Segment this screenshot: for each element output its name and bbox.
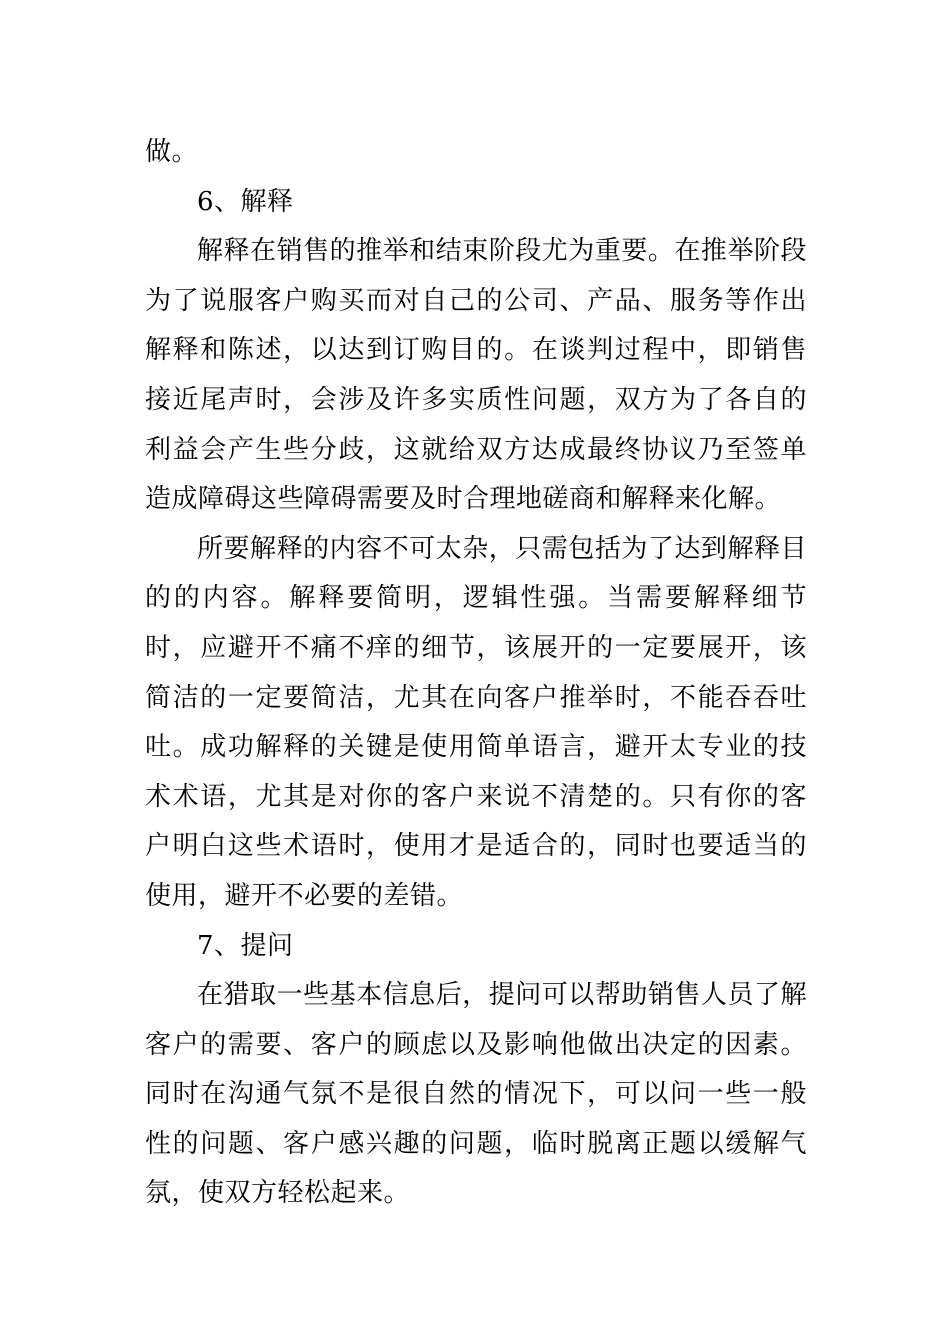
paragraph: 在猎取一些基本信息后，提问可以帮助销售人员了解客户的需要、客户的顾虑以及影响他做出决定的因素。同时在沟通气氛不是很自然的情况下，可以问一些一般性的问题、客户感兴趣的问题，临时脱离正题以缓解气氛，使双方轻松起来。 [145,980,807,1209]
document-body [145,128,807,1219]
paragraph: 所要解释的内容不可太杂，只需包括为了达到解释目的的内容。解释要简明，逻辑性强。当需要解释细节时，应避开不痛不痒的细节，该展开的一定要展开，该简洁的一定要简洁，尤其在向客户推举时，不能吞吞吐吐。成功解释的关键是使用简单语言，避开太专业的技术术语，尤其是对你的客户来说不清楚的。只有你的客户明白这些术语时，使用才是适合的，同时也要适当的使用，避开不必要的差错。 [145,533,807,911]
paragraph: 解释在销售的推举和结束阶段尤为重要。在推举阶段为了说服客户购买而对自己的公司、产品、服务等作出解释和陈述，以达到订购目的。在谈判过程中，即销售接近尾声时，会涉及许多实质性问题，双方为了各自的利益会产生些分歧，这就给双方达成最终协议乃至签单造成障碍这些障碍需要及时合理地磋商和解释来化解。 [145,236,807,515]
section-heading-questioning: 7、提问 [197,930,294,961]
section-heading-explanation: 6、解释 [197,186,294,217]
continuation-text: 做。 [145,137,199,167]
